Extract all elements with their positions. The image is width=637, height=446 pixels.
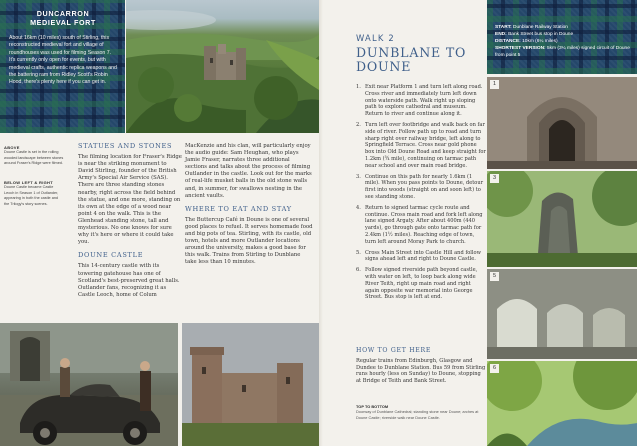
info-end-label: END: <box>495 32 507 37</box>
how-to-get-here <box>356 348 486 385</box>
cathedral-doorway-illustration <box>487 77 637 169</box>
photo-number-badge: 3 <box>490 174 499 183</box>
walk-step <box>356 250 486 264</box>
sidebar-info-box <box>0 0 125 133</box>
caption-below-text: Doune Castle became Castle Leoch in Season 1 of Outlander, appearing in both the castle and the Trilogy's story scenes. <box>4 185 59 206</box>
walk-step <box>356 174 486 201</box>
walk-step <box>356 122 486 170</box>
riverside-walk-illustration <box>487 361 637 446</box>
info-distance <box>495 38 631 45</box>
step-number: 3. <box>356 173 361 180</box>
step-text: Continue on this path for nearly 1.6km (1 mile). When you pass points to Doune, detour first into woods (straight on and soon left) to see standing stone. <box>365 173 484 200</box>
sidebar-title <box>9 10 117 27</box>
caption-below-title: BELOW LEFT & RIGHT <box>4 180 53 185</box>
heading-doune-castle: DOUNE CASTLE <box>78 251 144 260</box>
info-start <box>495 24 631 31</box>
step-number: 5. <box>356 249 361 256</box>
caption-above-text: Doune Castle is set in the rolling wooded landscape between stones around Fraser's Ridge were filmed. <box>4 150 64 166</box>
photo-castle-arches <box>487 269 637 359</box>
castle-arches-illustration <box>487 269 637 359</box>
how-to-get-here-heading: HOW TO GET HERE <box>356 347 432 354</box>
info-distance-value: 10km (6¼ miles) <box>522 39 558 44</box>
walk-step <box>356 84 486 118</box>
sidebar-title-line1: DUNCARRON <box>36 9 90 18</box>
caption-top-to-bottom-title: TOP TO BOTTOM <box>356 404 389 409</box>
photo-number-badge: 1 <box>490 80 499 89</box>
caption-above-title: ABOVE <box>4 145 20 150</box>
walk-step <box>356 205 486 246</box>
step-number: 6. <box>356 267 361 274</box>
info-shortest-label: SHORTEST VERSION: <box>495 46 546 51</box>
photo-riverside-walk <box>487 361 637 446</box>
photo-vintage-car <box>0 323 178 446</box>
paragraph-doune-castle: This 14-century castle with its towering gatehouse has one of Scotland's best-preserved great halls. Outlander fans, recognizing it as Castle Leoch, home of Colum <box>78 263 180 298</box>
walk-step <box>356 267 486 301</box>
castle-aerial-illustration <box>126 0 319 133</box>
article-column-b <box>185 143 313 273</box>
photo-number-badge: 5 <box>490 272 499 281</box>
step-text: Return to signed tarmac cycle route and continue. Cross main road and fork left along lane signed Argaty. After about 400m (440 yards), go through gate onto tarmac path for 2.4km (1½ miles). Reaching edge of town, turn left around Moray Park to church. <box>365 204 483 245</box>
step-text: Follow signed riverside path beyond castle, with water on left, to loop back along wide River Teith, right up main road and right again opposite war memorial into George Street. Bus stop is left at end. <box>365 267 478 301</box>
step-text: Turn left over footbridge and walk back on far side of river. Follow path up to road and turn sharp right over railway bridge, left along to Springfield Terrace. Cross near gold phone box into Old Doune Road and keep straight for 1.2km (¾ mile), continuing on tarmac path near school and over main road bridge. <box>365 121 486 169</box>
caption-top-to-bottom <box>356 404 486 420</box>
how-to-get-here-text: Regular trains from Edinburgh, Glasgow and Dundee to Dunblane Station. Bus 59 from Stirling runs hourly (less on Sunday) to Doune, stopping at Bridge of Teith and Bank Street. <box>356 357 486 385</box>
photo-number-badge: 6 <box>490 364 499 373</box>
paragraph-eat-and-stay: The Buttercup Café in Doune is one of several good places to refuel. It serves homemade food and big pots of tea. Stirling, with its castle, old town, hotels and more Outlander locations around the university, makes a good base for this walk. Trains from Stirling to Dunblane take less than 10 minutes. <box>185 216 313 266</box>
paragraph-mackenzie: MacKenzie and his clan, will particularly enjoy the audio guide: Sam Heughan, who plays Jamie Fraser, narrates three additional sections and talks about the process of filming Outlander in the castle. Look out for the marks of real-life musket balls in the old stone walls and, in summer, for swallows nesting in the ancient vaults. <box>185 143 312 199</box>
photo-standing-stone <box>487 171 637 267</box>
paragraph-statues: The filming location for Fraser's Ridge is near the striking monument to David Stirling, founder of the British Army's Special Air Service (SAS). There are three standing stones nearby, right across the field behind the statue, and one more, standing on its own at the edge of a wood near point 4 on the walk. This is the Glenhead standing stone, tall and mysterious. No one knows for sure why it's here or where it could take you. <box>78 154 182 246</box>
step-number: 4. <box>356 204 361 211</box>
info-end <box>495 31 631 38</box>
photo-castle-aerial <box>126 0 319 133</box>
article-column-a <box>78 143 182 305</box>
standing-stone-illustration <box>487 171 637 267</box>
step-text: Exit near Platform 1 and turn left along road. Cross river and immediately turn left down onto waterside path. Walk right up sloping path to explore cathedral and museum. Return to river and continue along it. <box>365 84 483 118</box>
walk-title: DUNBLANE TO DOUNE <box>356 45 467 74</box>
walk-info-box <box>487 0 637 74</box>
step-text: Cross Main Street into Castle Hill and follow signs ahead left and right to Doune Castle. <box>365 249 481 263</box>
doune-castle-illustration <box>182 323 319 446</box>
step-number: 1. <box>356 84 361 90</box>
sidebar-body: About 16km (10 miles) south of Stirling, this reconstructed medieval fort and village of roundhouses was used for filming Season 7. It's currently only open for events, but with medieval crafts, authentic replica weapons and the battering ram from Ridley Scott's Robin Hood, there's plenty here if you can get in. <box>9 35 117 86</box>
info-shortest <box>495 45 631 59</box>
photo-cathedral-doorway <box>487 77 637 169</box>
walk-number: WALK 2 <box>356 33 395 43</box>
info-end-value: Bank Street bus stop in Doune <box>508 32 574 37</box>
photo-doune-castle <box>182 323 319 446</box>
caption-top-to-bottom-text: Doorway of Dunblane Cathedral; standing stone near Doune; arches at Doune Castle; riverside walk near Doune Castle. <box>356 409 479 420</box>
info-shortest-value: 5km (3¼ miles) signed circuit of Doune from point 5 <box>495 46 630 58</box>
heading-where-to-eat: WHERE TO EAT AND STAY <box>185 204 292 213</box>
caption-above <box>4 145 64 167</box>
step-number: 2. <box>356 121 361 128</box>
info-start-value: Dunblane Railway Station <box>513 25 568 30</box>
info-start-label: START: <box>495 25 512 30</box>
caption-below <box>4 180 64 207</box>
heading-statues-and-stones: STATUES AND STONES <box>78 142 173 150</box>
sidebar-title-line2: MEDIEVAL FORT <box>30 17 96 27</box>
walk-steps-list <box>356 84 486 305</box>
info-distance-label: DISTANCE: <box>495 39 521 44</box>
vintage-car-illustration <box>0 323 178 446</box>
